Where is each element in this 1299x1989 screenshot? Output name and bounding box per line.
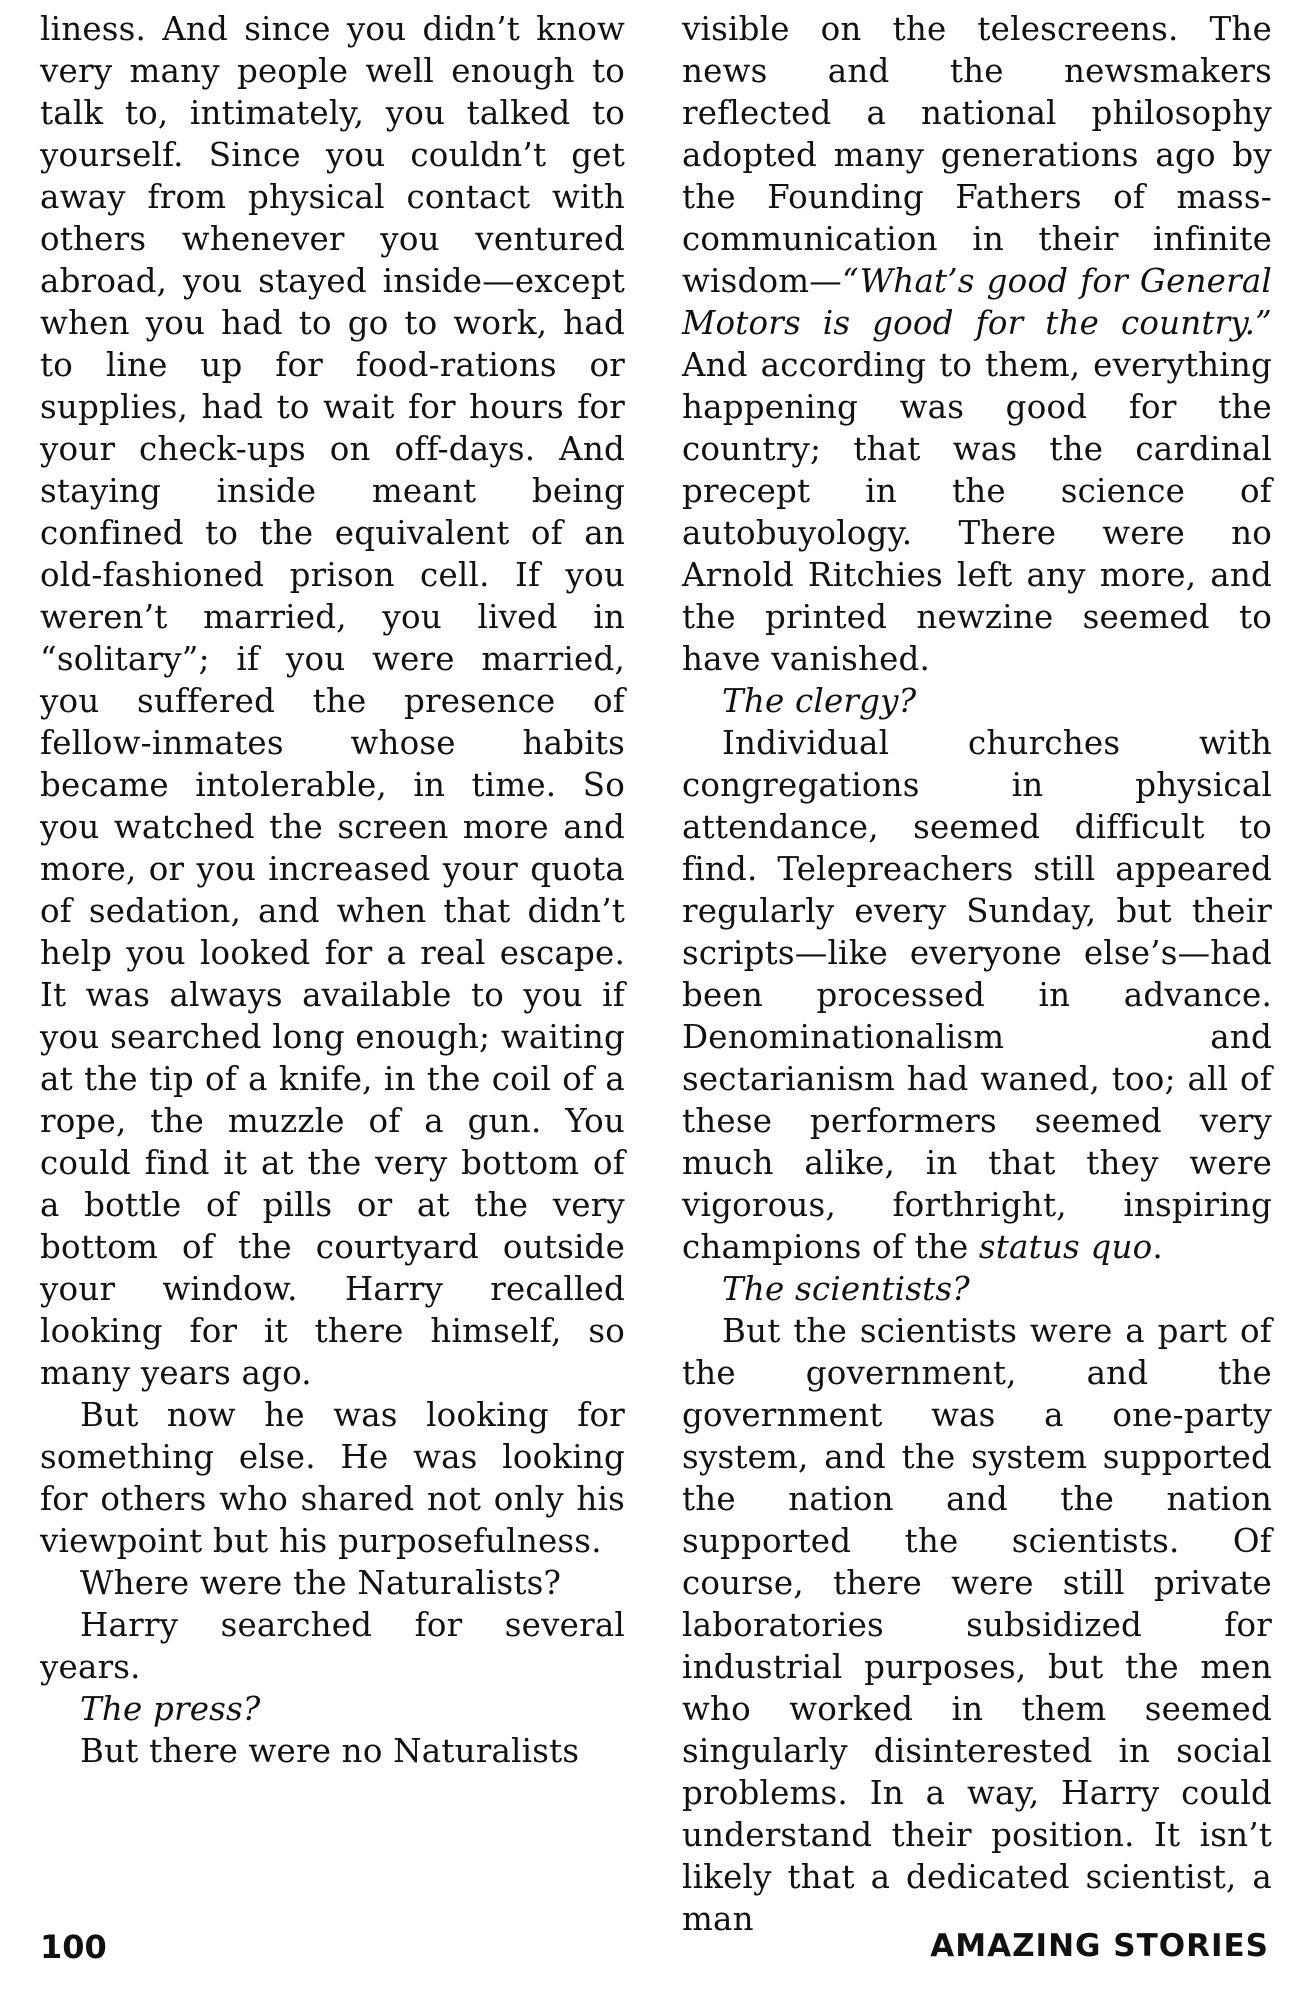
text-run: . xyxy=(1152,1228,1163,1266)
paragraph: Where were the Naturalists? xyxy=(80,1564,562,1602)
page-number: 100 xyxy=(40,1928,107,1966)
paragraph: But the scientists were a part of the government, and the government was a one-party system, and the system supported the nation and the nation supported the scientists. Of course, there were still private laboratories subsidized for industrial purposes, but the men who worked in them seemed singularly disinterested in social problems. In a way, Harry could understand their position. It isn’t likely that a dedicated scientist, a man xyxy=(682,1312,1272,1938)
paragraph: Harry searched for several years. xyxy=(40,1606,625,1686)
paragraph: But there were no Naturalists xyxy=(80,1732,580,1770)
italic-quote: “What’s good for General Motors is good for the country.” xyxy=(682,262,1272,342)
paragraph xyxy=(682,722,1272,1268)
paragraph xyxy=(682,8,1272,680)
right-column xyxy=(682,8,1272,1940)
italic-heading: The press? xyxy=(80,1690,261,1728)
left-column xyxy=(40,8,625,1772)
magazine-title: AMAZING STORIES xyxy=(930,1928,1269,1964)
italic-heading: The scientists? xyxy=(722,1270,970,1308)
italic-heading: The clergy? xyxy=(722,682,917,720)
paragraph: But now he was looking for something else. He was looking for others who shared not only his viewpoint but his purposefulness. xyxy=(40,1396,625,1560)
text-run: visible on the telescreens. The news and the newsmakers reflected a national philosophy adopted many generations ago by the Founding Fathers of mass-communication in their infinite wisdom— xyxy=(682,10,1272,300)
text-run: And according to them, everything happening was good for the country; that was the cardinal precept in the science of autobuyology. There were no Arnold Ritchies left any more, and the printed newzine seemed to have vanished. xyxy=(682,346,1272,678)
italic-phrase: status quo xyxy=(978,1228,1153,1266)
text-run: Individual churches with congregations in physical attendance, seemed difficult to find. Telepreachers still appeared regularly every Sunday, but their scripts—like everyone else’s—had been processed in advance. Denominationalism and sectarianism had waned, too; all of these performers seemed very much alike, in that they were vigorous, forthright, inspiring champions of the xyxy=(682,724,1272,1266)
paragraph: liness. And since you didn’t know very many people well enough to talk to, intimately, you talked to yourself. Since you couldn’t get away from physical contact with others whenever you ventured abroad, you stayed inside—except when you had to go to work, had to line up for food-rations or supplies, had to wait for hours for your check-ups on off-days. And staying inside meant being confined to the equivalent of an old-fashioned prison cell. If you weren’t married, you lived in “solitary”; if you were married, you suffered the presence of fellow-inmates whose habits became intolerable, in time. So you watched the screen more and more, or you increased your quota of sedation, and when that didn’t help you looked for a real escape. It was always available to you if you searched long enough; waiting at the tip of a knife, in the coil of a rope, the muzzle of a gun. You could find it at the very bottom of a bottle of pills or at the very bottom of the courtyard outside your window. Harry recalled looking for it there himself, so many years ago. xyxy=(40,10,625,1392)
